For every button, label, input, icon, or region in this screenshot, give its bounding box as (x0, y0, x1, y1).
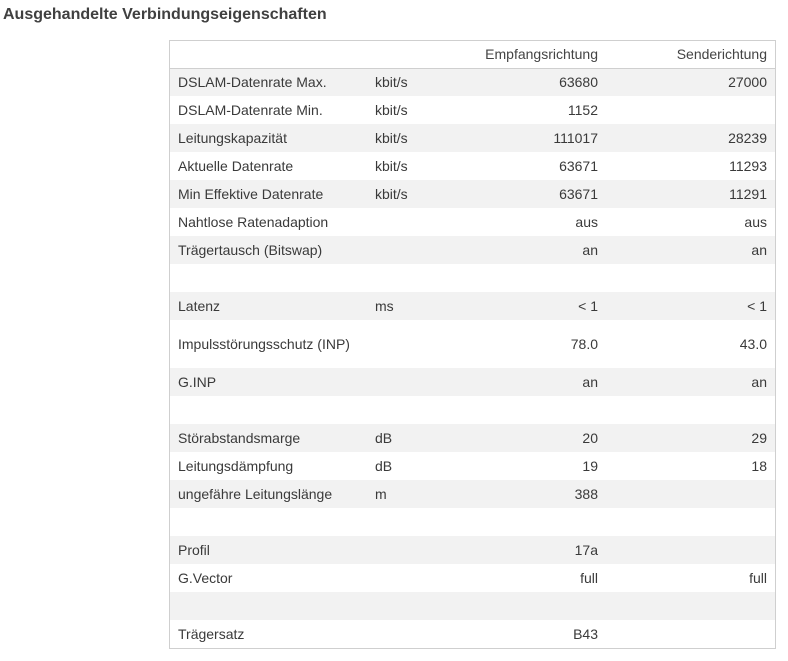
row-label: Leitungskapazität (178, 130, 287, 146)
table-row (170, 292, 775, 320)
row-label: G.INP (178, 374, 217, 390)
row-label: G.Vector (178, 570, 233, 586)
row-unit (365, 236, 445, 264)
row-label (170, 508, 365, 536)
row-upstream-value (606, 264, 775, 292)
row-label (170, 592, 365, 620)
row-upstream-value (606, 480, 775, 508)
row-downstream-value: 63671 (559, 158, 598, 174)
table-row (170, 180, 775, 208)
row-downstream-value (445, 264, 606, 292)
row-unit: kbit/s (375, 74, 408, 91)
table-row (170, 564, 775, 592)
row-upstream-value: full (749, 570, 767, 586)
properties-table (170, 41, 775, 648)
header-upstream: Senderichtung (676, 46, 767, 63)
row-upstream-value: an (751, 374, 767, 390)
row-downstream-value: 19 (582, 458, 598, 474)
row-unit (365, 208, 445, 236)
row-upstream-value: 28239 (728, 130, 767, 146)
row-upstream-value (606, 508, 775, 536)
row-downstream-value: 1152 (567, 102, 598, 118)
row-label: Störabstandsmarge (178, 430, 301, 446)
row-upstream-value: 29 (751, 430, 767, 446)
row-downstream-value: an (582, 242, 598, 258)
table-body (170, 68, 775, 648)
row-unit: kbit/s (375, 186, 408, 202)
table-header-row (170, 41, 775, 68)
table-row (170, 236, 775, 264)
table-spacer-row (170, 508, 775, 536)
row-unit: dB (375, 458, 393, 474)
row-downstream-value: 20 (582, 430, 598, 446)
row-downstream-value: 388 (574, 486, 598, 502)
row-unit (365, 564, 445, 592)
row-downstream-value (445, 592, 606, 620)
row-unit (365, 508, 445, 536)
header-unit (365, 41, 445, 68)
row-label: ungefähre Leitungslänge (178, 486, 333, 502)
row-label: Leitungsdämpfung (178, 458, 294, 474)
row-label: Aktuelle Datenrate (178, 158, 294, 174)
row-downstream-value: < 1 (578, 298, 598, 314)
row-upstream-value (606, 396, 775, 424)
row-upstream-value (606, 592, 775, 620)
row-downstream-value (445, 396, 606, 424)
row-downstream-value: 78.0 (570, 336, 598, 352)
row-upstream-value (606, 536, 775, 564)
row-downstream-value: 111017 (553, 130, 598, 146)
row-unit (365, 368, 445, 396)
row-unit (365, 264, 445, 292)
header-downstream: Empfangsrichtung (485, 46, 598, 63)
row-upstream-value: 27000 (728, 74, 767, 91)
row-downstream-value: B43 (573, 626, 598, 642)
row-label: Trägersatz (178, 626, 245, 642)
row-upstream-value: 18 (751, 458, 767, 474)
table-row (170, 152, 775, 180)
table-row (170, 620, 775, 648)
row-unit: ms (375, 298, 394, 314)
row-unit: kbit/s (375, 102, 408, 118)
row-unit: m (375, 486, 387, 502)
section-title: Ausgehandelte Verbindungseigenschaften (3, 6, 327, 23)
row-upstream-value: 11293 (729, 158, 767, 174)
row-downstream-value: full (580, 570, 598, 586)
table-row (170, 124, 775, 152)
row-unit (365, 396, 445, 424)
table-row (170, 68, 775, 96)
table-row (170, 320, 775, 368)
table-spacer-row (170, 592, 775, 620)
row-upstream-value (606, 620, 775, 648)
row-unit (365, 592, 445, 620)
table-spacer-row (170, 264, 775, 292)
row-label: Min Effektive Datenrate (178, 186, 324, 202)
row-unit (365, 320, 445, 368)
row-downstream-value: 63671 (559, 186, 598, 202)
table-spacer-row (170, 396, 775, 424)
row-upstream-value: an (751, 242, 767, 258)
table-row (170, 96, 775, 124)
table-row (170, 480, 775, 508)
table-row (170, 424, 775, 452)
row-unit: dB (375, 430, 393, 446)
row-label (170, 264, 365, 292)
row-label: Nahtlose Ratenadaption (178, 214, 329, 230)
table-row (170, 536, 775, 564)
table-row (170, 208, 775, 236)
row-upstream-value: < 1 (747, 298, 767, 314)
row-label: Impulsstörungsschutz (INP) (178, 336, 350, 352)
row-upstream-value (606, 96, 775, 124)
row-downstream-value (445, 508, 606, 536)
row-label: Latenz (178, 298, 221, 314)
table-row (170, 452, 775, 480)
header-label (170, 41, 365, 68)
row-unit: kbit/s (375, 158, 408, 174)
row-unit (365, 536, 445, 564)
row-label: Profil (178, 542, 210, 558)
row-downstream-value: 17a (574, 542, 598, 558)
row-upstream-value: 43.0 (739, 336, 767, 352)
row-label (170, 396, 365, 424)
connection-properties-table (169, 40, 776, 649)
row-downstream-value: aus (575, 214, 598, 230)
row-upstream-value: 11291 (729, 186, 767, 202)
row-unit (365, 620, 445, 648)
row-label: DSLAM-Datenrate Min. (178, 102, 323, 118)
row-unit: kbit/s (375, 130, 408, 146)
row-label: DSLAM-Datenrate Max. (178, 74, 327, 91)
row-downstream-value: 63680 (559, 74, 598, 91)
row-label: Trägertausch (Bitswap) (178, 242, 323, 258)
table-row (170, 368, 775, 396)
row-downstream-value: an (582, 374, 598, 390)
row-upstream-value: aus (744, 214, 767, 230)
